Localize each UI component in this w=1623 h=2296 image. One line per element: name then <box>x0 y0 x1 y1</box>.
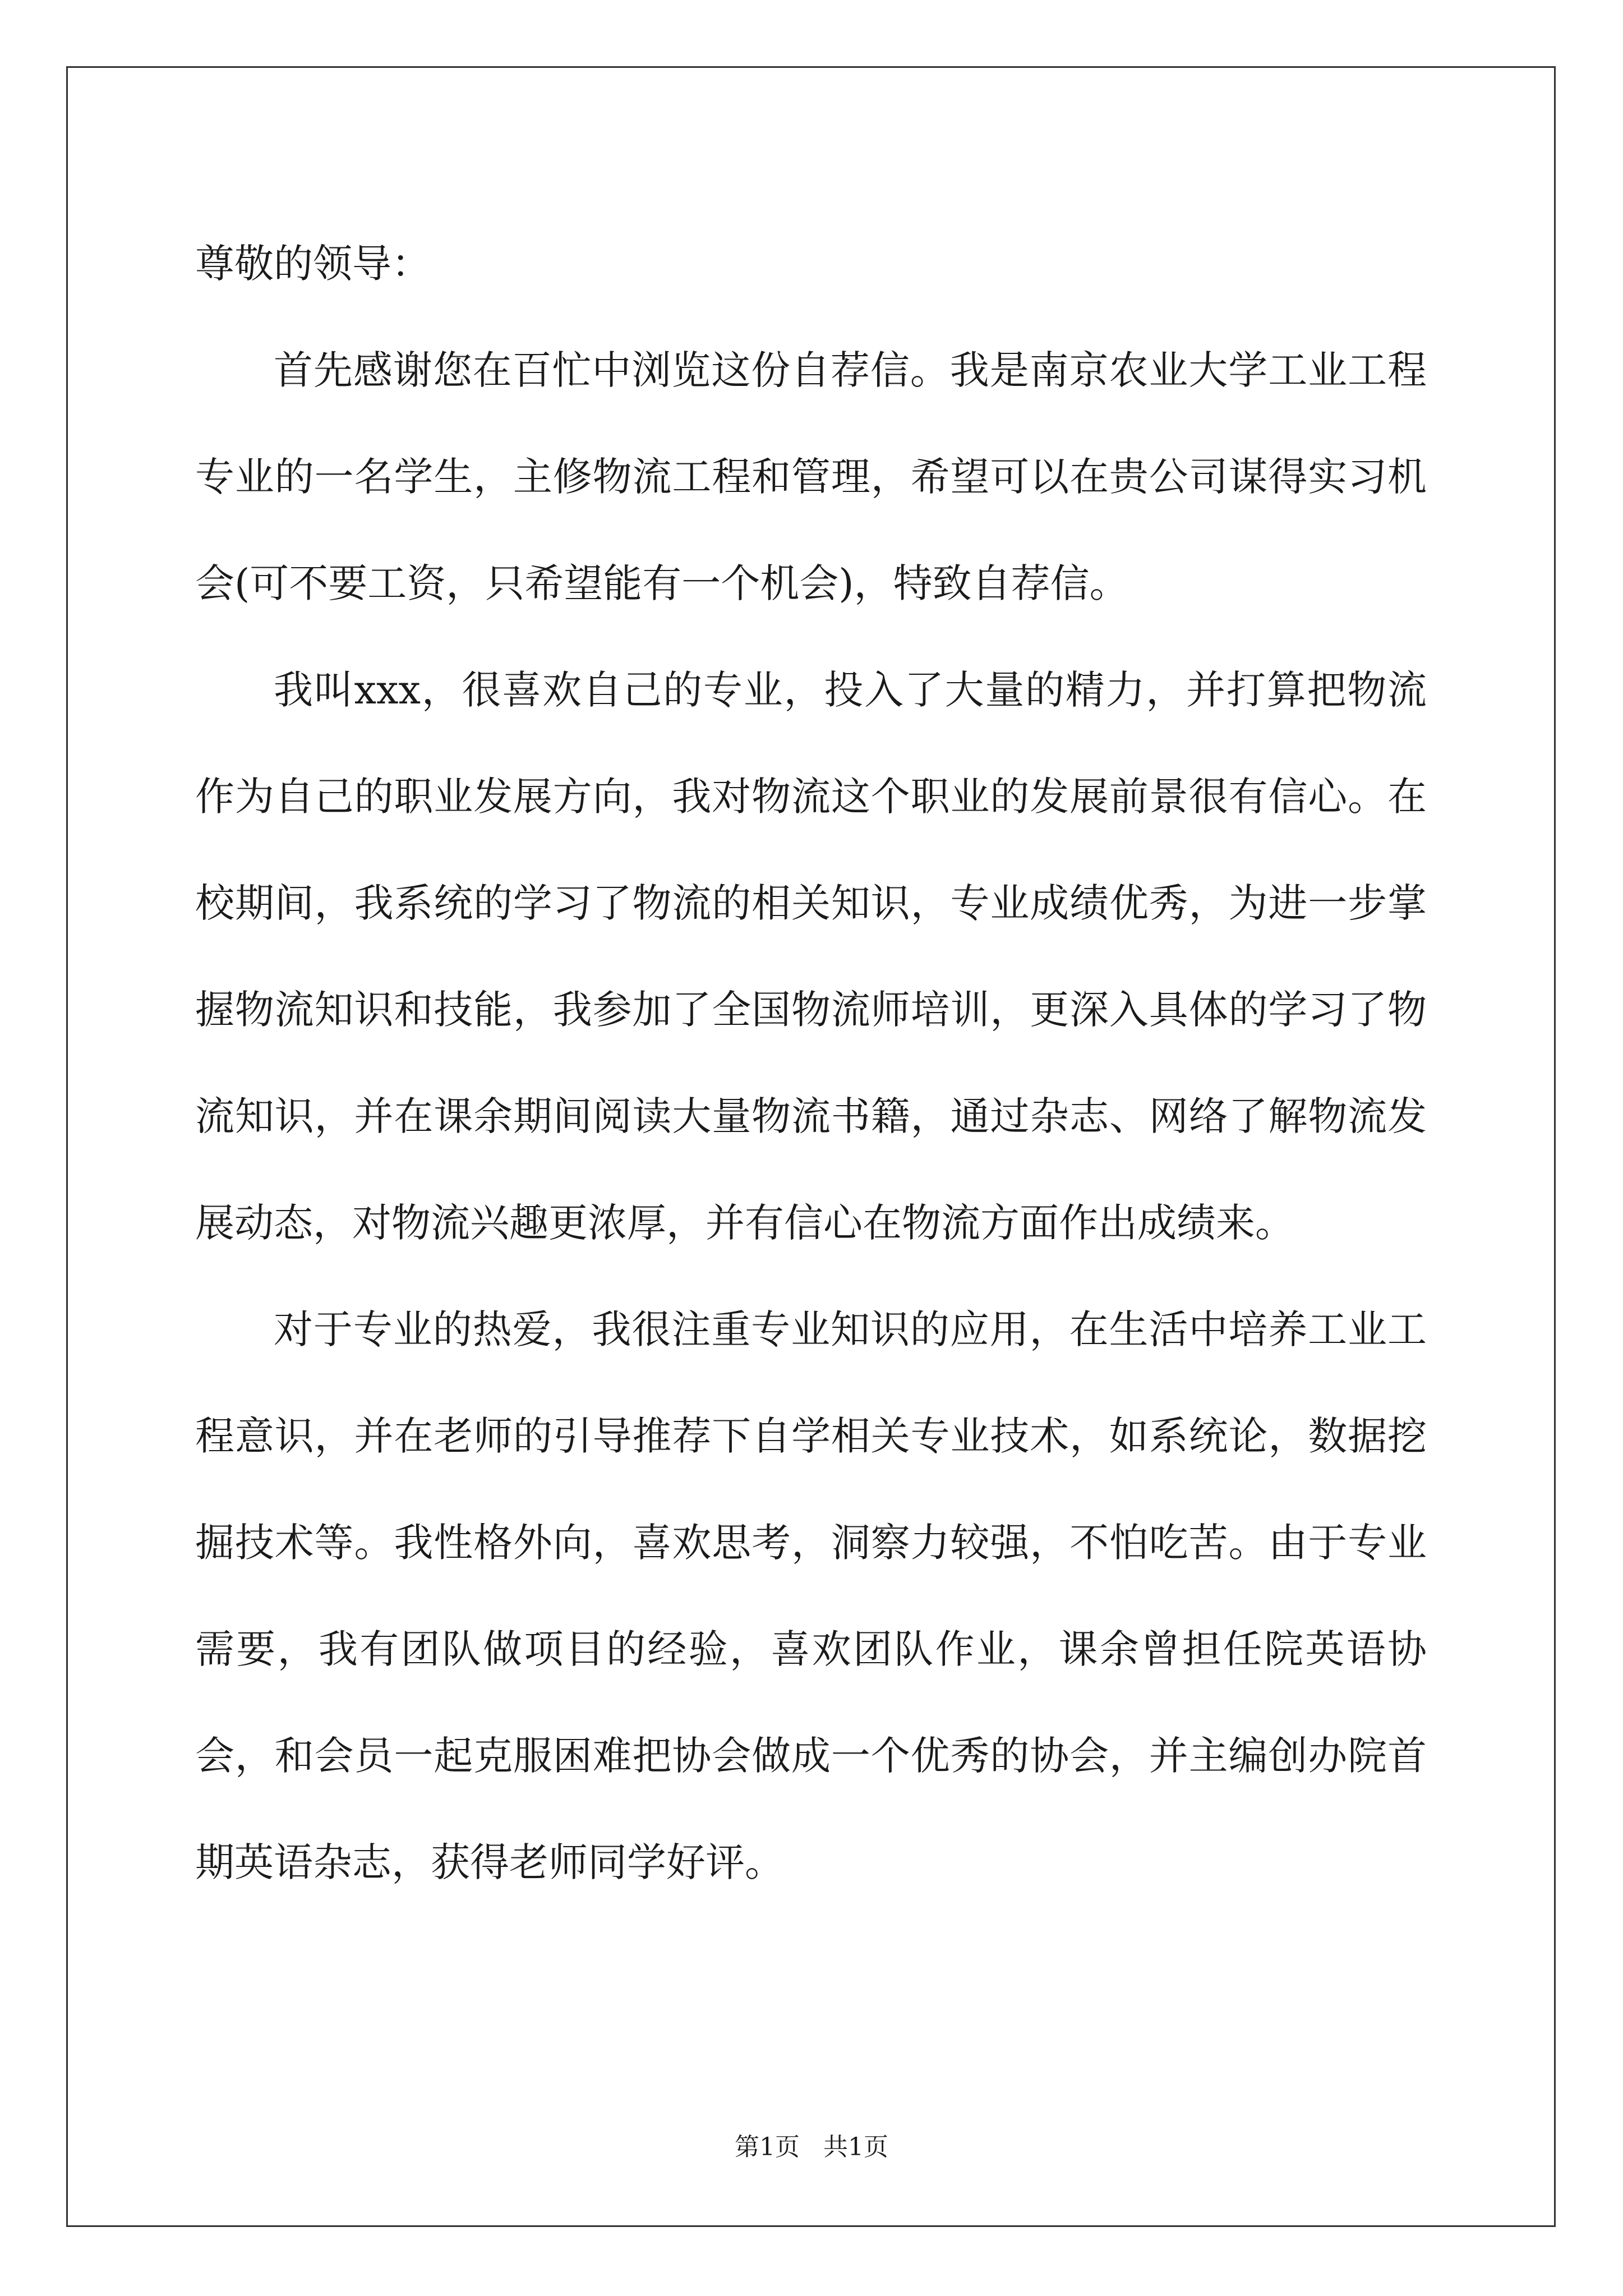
paragraph-background: 我叫xxx，很喜欢自己的专业，投入了大量的精力，并打算把物流作为自己的职业发展方向，我对物流这个职业的发展前景很有信心。在校期间，我系统的学习了物流的相关知识，专业成绩优秀，为进一步掌握物流知识和技能，我参加了全国物流师培训，更深入具体的学习了物流知识，并在课余期间阅读大量物流书籍，通过杂志、网络了解物流发展动态，对物流兴趣更浓厚，并有信心在物流方面作出成绩来。 <box>195 667 1427 1246</box>
letter-body <box>195 210 1427 1916</box>
page-number-footer: 第1页 共1页 <box>735 2133 888 2161</box>
paragraph-intro: 首先感谢您在百忙中浏览这份自荐信。我是南京农业大学工业工程专业的一名学生，主修物流工程和管理，希望可以在贵公司谋得实习机会(可不要工资，只希望能有一个机会)，特致自荐信。 <box>195 347 1427 606</box>
paragraph-skills: 对于专业的热爱，我很注重专业知识的应用，在生活中培养工业工程意识，并在老师的引导推荐下自学相关专业技术，如系统论，数据挖掘技术等。我性格外向，喜欢思考，洞察力较强，不怕吃苦。由于专业需要，我有团队做项目的经验，喜欢团队作业，课余曾担任院英语协会，和会员一起克服困难把协会做成一个优秀的协会，并主编创办院首期英语杂志，获得老师同学好评。 <box>195 1306 1427 1885</box>
salutation: 尊敬的领导： <box>195 241 431 287</box>
